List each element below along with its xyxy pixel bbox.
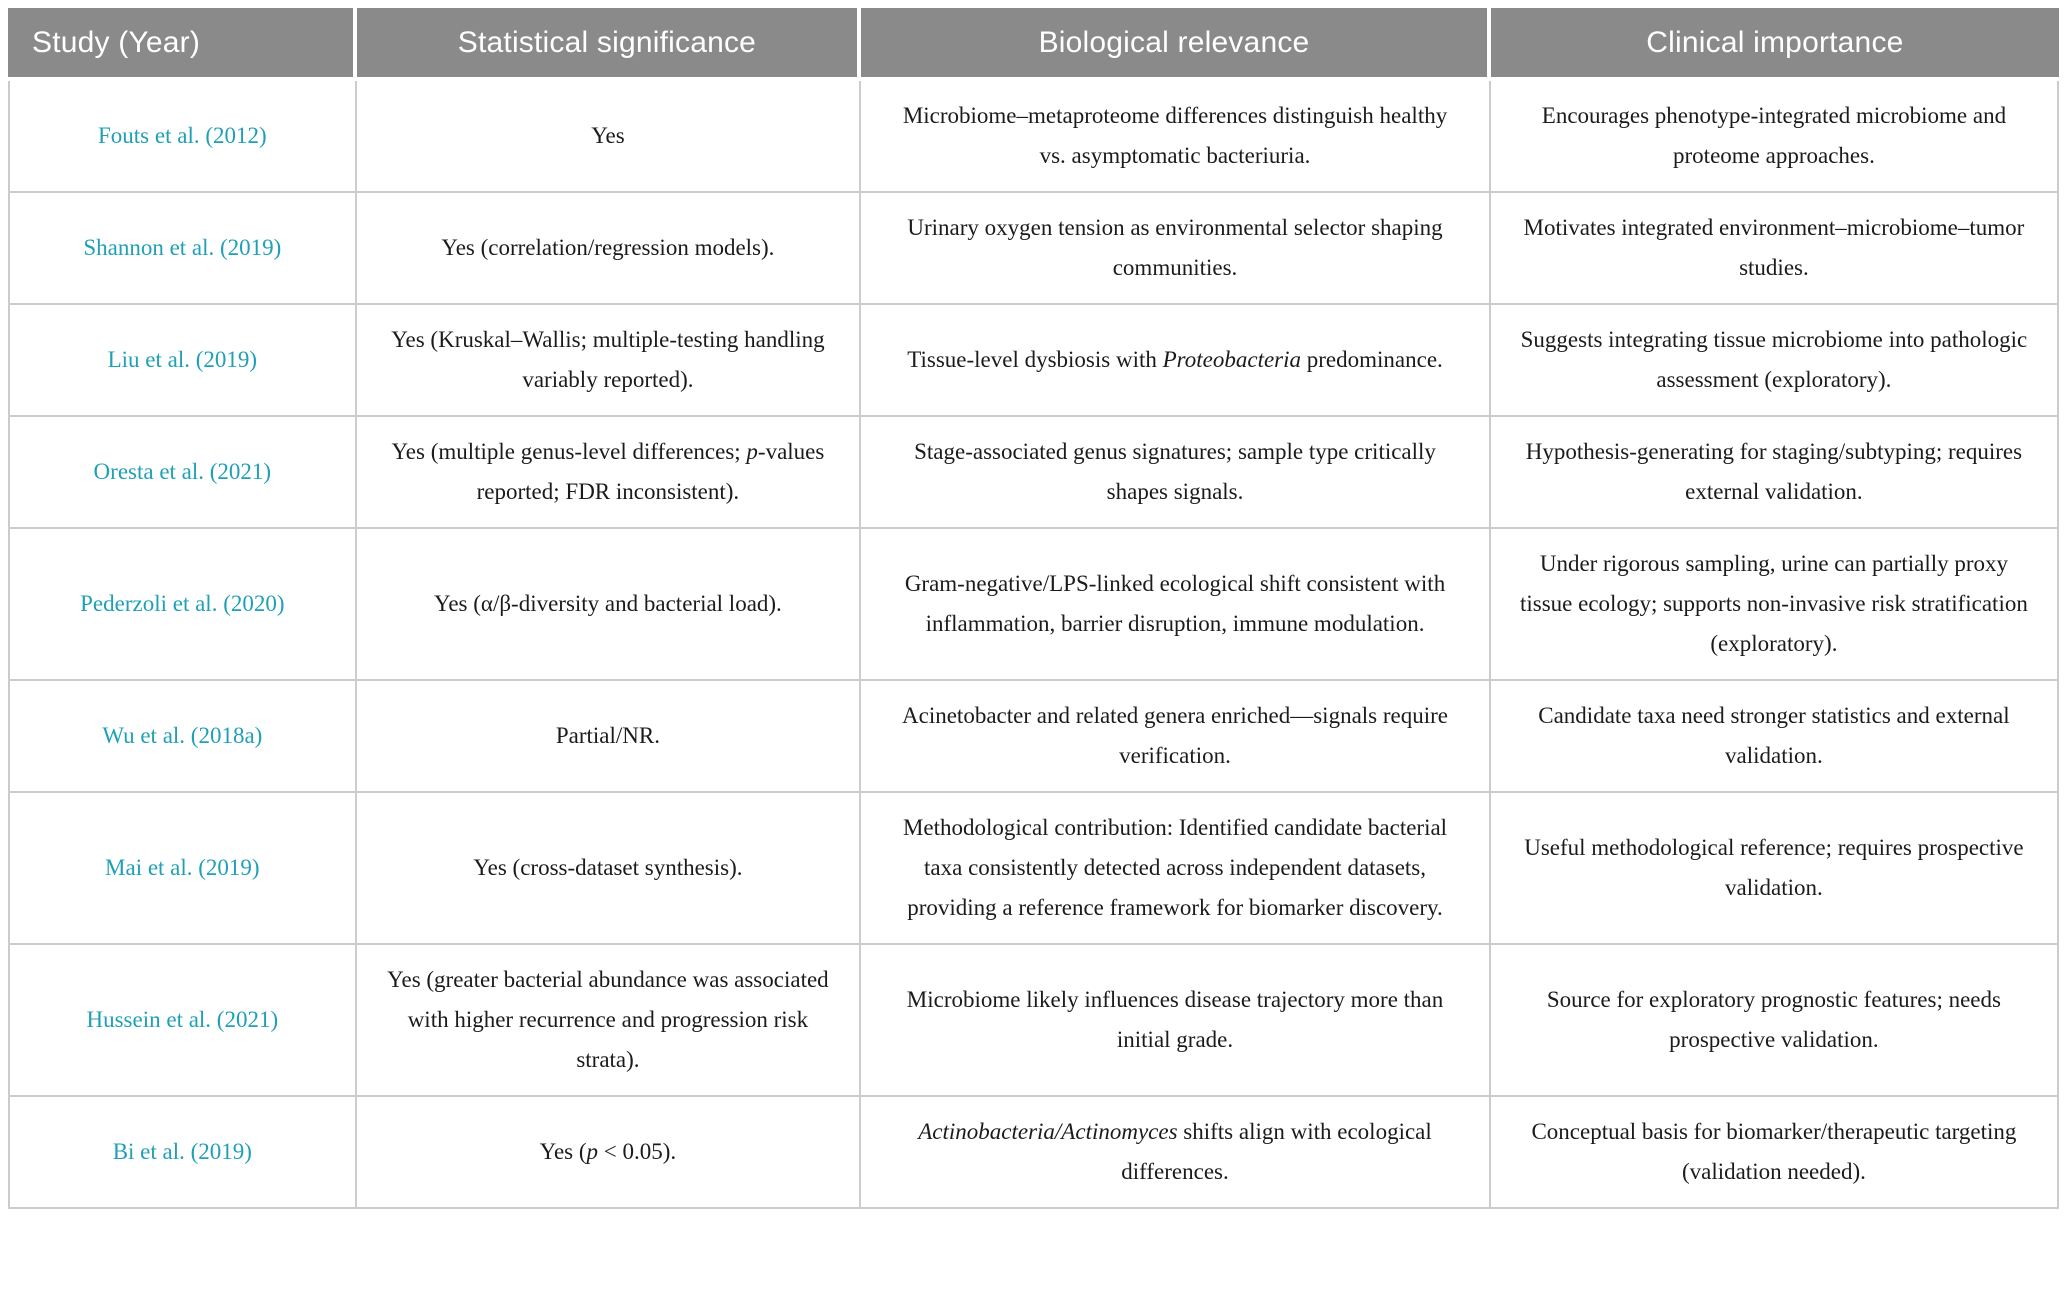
study-citation-link[interactable]: Wu et al. (2018a) [102,723,263,748]
biological-relevance-cell: Stage-associated genus signatures; sample type critically shapes signals. [861,417,1491,529]
study-citation-link[interactable]: Fouts et al. (2012) [98,123,267,148]
statistical-significance-cell: Yes (greater bacterial abundance was associated with higher recurrence and progression risk strata). [357,945,862,1097]
clinical-importance-cell: Suggests integrating tissue microbiome into pathologic assessment (exploratory). [1491,305,2059,417]
study-year-cell [8,529,357,681]
table-header [8,8,2059,81]
statistical-significance-cell: Yes (correlation/regression models). [357,193,862,305]
study-citation-link[interactable]: Mai et al. (2019) [105,855,260,880]
statistical-significance-cell: Yes (multiple genus-level differences; p-values reported; FDR inconsistent). [357,417,862,529]
table-row [8,1097,2059,1209]
clinical-importance-cell: Encourages phenotype-integrated microbiome and proteome approaches. [1491,81,2059,193]
biological-relevance-cell: Microbiome–metaproteome differences distinguish healthy vs. asymptomatic bacteriuria. [861,81,1491,193]
study-citation-link[interactable]: Pederzoli et al. (2020) [80,591,285,616]
table-row [8,193,2059,305]
statistical-significance-cell: Yes (α/β-diversity and bacterial load). [357,529,862,681]
biological-relevance-cell: Gram-negative/LPS-linked ecological shift consistent with inflammation, barrier disruption, immune modulation. [861,529,1491,681]
column-header-biological-relevance: Biological relevance [861,8,1491,81]
clinical-importance-cell: Useful methodological reference; requires prospective validation. [1491,793,2059,945]
study-year-cell [8,681,357,793]
study-year-cell [8,81,357,193]
statistical-significance-cell: Partial/NR. [357,681,862,793]
column-header-clinical-importance: Clinical importance [1491,8,2059,81]
statistical-significance-cell: Yes [357,81,862,193]
study-citation-link[interactable]: Bi et al. (2019) [112,1139,252,1164]
biological-relevance-cell: Urinary oxygen tension as environmental selector shaping communities. [861,193,1491,305]
biological-relevance-cell: Actinobacteria/Actinomyces shifts align with ecological differences. [861,1097,1491,1209]
table-body [8,81,2059,1209]
statistical-significance-cell: Yes (p < 0.05). [357,1097,862,1209]
study-citation-link[interactable]: Hussein et al. (2021) [86,1007,279,1032]
study-year-cell [8,945,357,1097]
study-citation-link[interactable]: Shannon et al. (2019) [83,235,282,260]
clinical-importance-cell: Source for exploratory prognostic features; needs prospective validation. [1491,945,2059,1097]
statistical-significance-cell: Yes (cross-dataset synthesis). [357,793,862,945]
table-row [8,793,2059,945]
statistical-significance-cell: Yes (Kruskal–Wallis; multiple-testing handling variably reported). [357,305,862,417]
clinical-importance-cell: Under rigorous sampling, urine can partially proxy tissue ecology; supports non-invasive risk stratification (exploratory). [1491,529,2059,681]
table-row [8,945,2059,1097]
study-year-cell [8,305,357,417]
table-row [8,81,2059,193]
study-citation-link[interactable]: Liu et al. (2019) [107,347,258,372]
clinical-importance-cell: Conceptual basis for biomarker/therapeutic targeting (validation needed). [1491,1097,2059,1209]
clinical-importance-cell: Candidate taxa need stronger statistics and external validation. [1491,681,2059,793]
biological-relevance-cell: Microbiome likely influences disease trajectory more than initial grade. [861,945,1491,1097]
study-year-cell [8,793,357,945]
table-row [8,417,2059,529]
clinical-importance-cell: Hypothesis-generating for staging/subtyping; requires external validation. [1491,417,2059,529]
biological-relevance-cell: Acinetobacter and related genera enriched—signals require verification. [861,681,1491,793]
clinical-importance-cell: Motivates integrated environment–microbiome–tumor studies. [1491,193,2059,305]
column-header-statistical-significance: Statistical significance [357,8,862,81]
study-year-cell [8,417,357,529]
studies-summary-table [8,8,2059,1209]
study-year-cell [8,193,357,305]
study-citation-link[interactable]: Oresta et al. (2021) [93,459,272,484]
study-year-cell [8,1097,357,1209]
biological-relevance-cell: Methodological contribution: Identified candidate bacterial taxa consistently detected across independent datasets, providing a reference framework for biomarker discovery. [861,793,1491,945]
column-header-study-year: Study (Year) [8,8,357,81]
biological-relevance-cell: Tissue-level dysbiosis with Proteobacteria predominance. [861,305,1491,417]
table-row [8,529,2059,681]
table-row [8,681,2059,793]
table-row [8,305,2059,417]
